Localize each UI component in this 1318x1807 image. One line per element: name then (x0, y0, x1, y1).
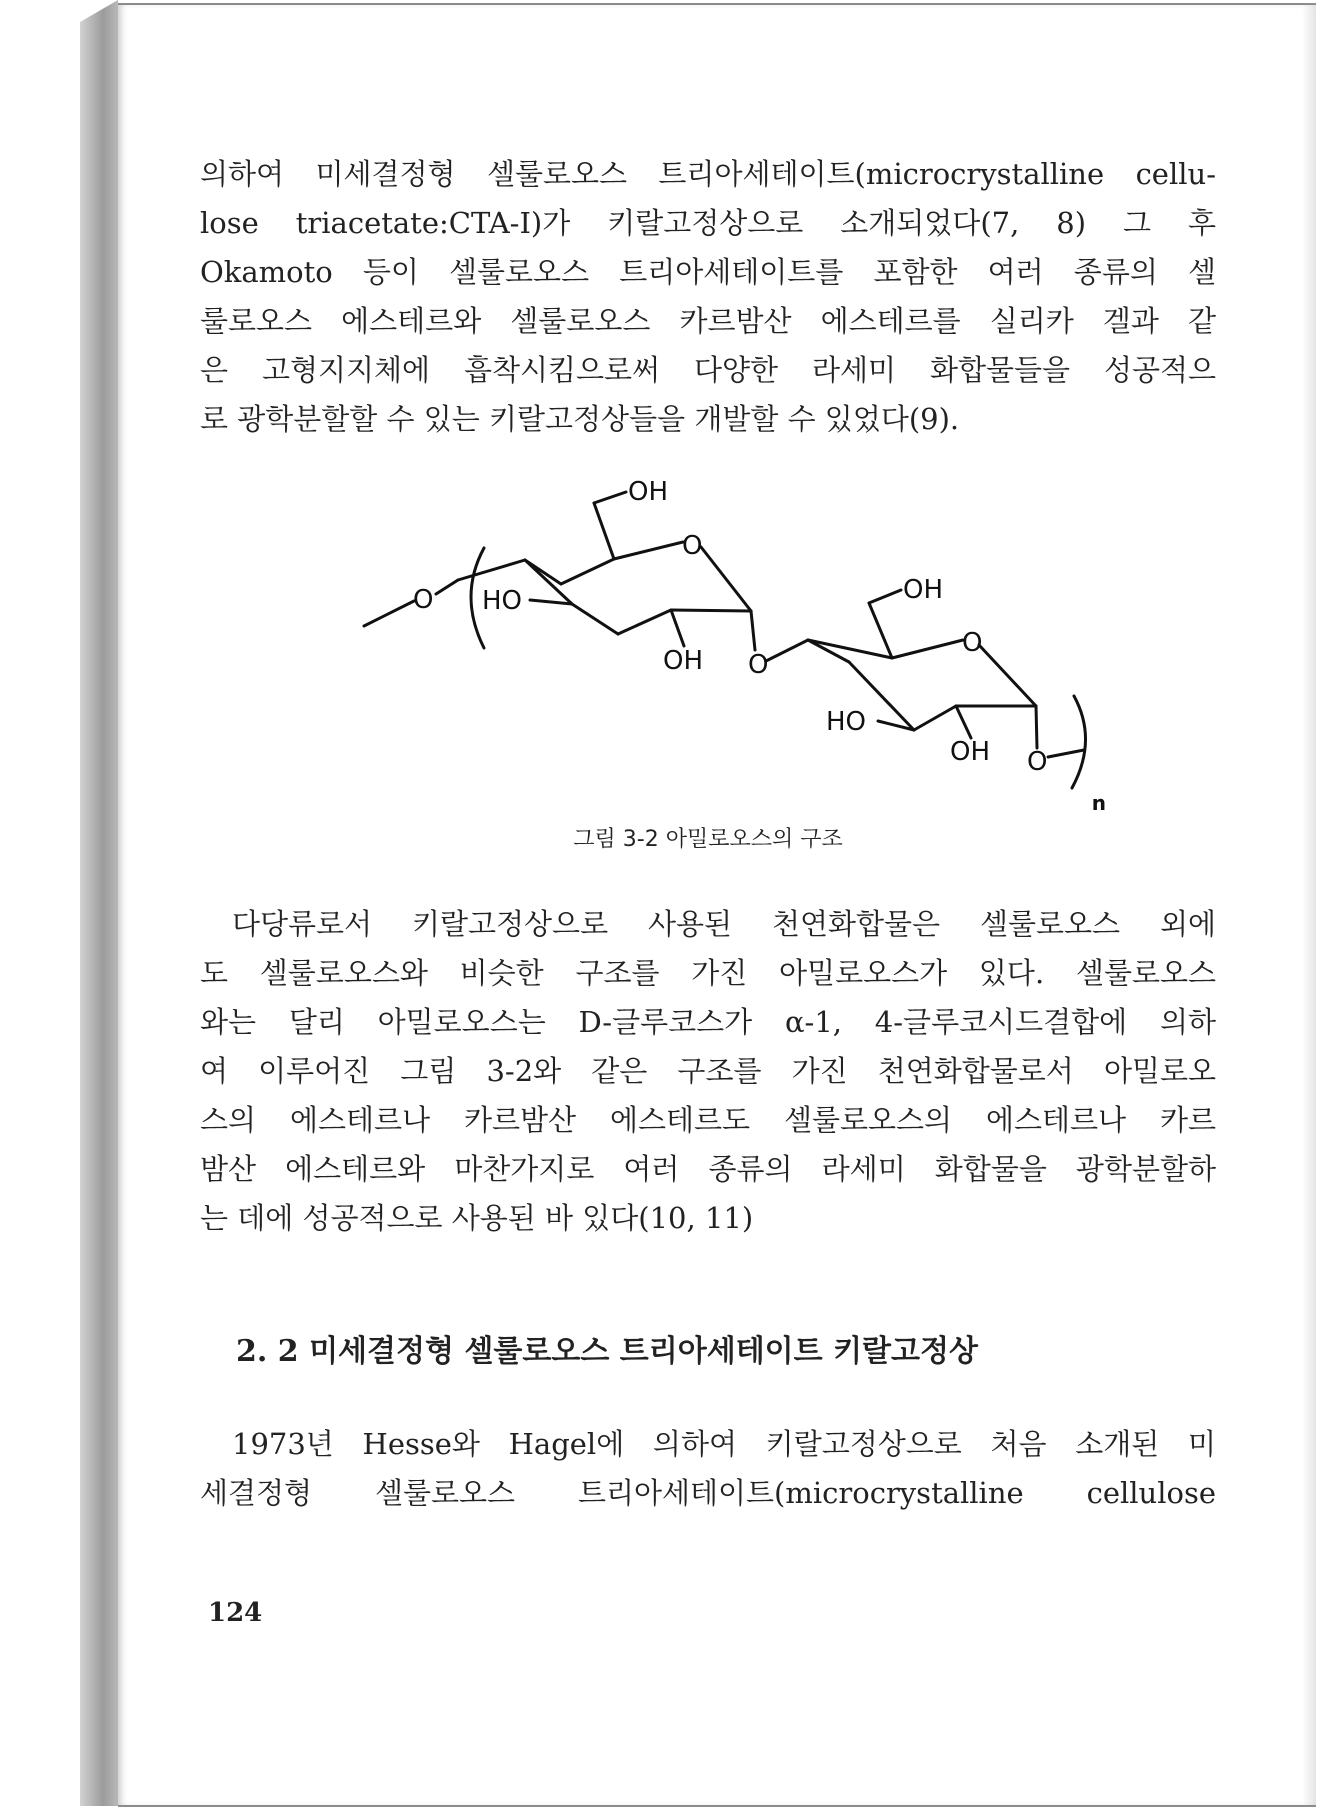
text-line: 여 이루어진 그림 3-2와 같은 구조를 가진 천연화합물로서 아밀로오 (200, 1054, 1216, 1088)
figure-caption: 그림 3-2 아밀로오스의 구조 (573, 827, 843, 852)
text-line: 와는 달리 아밀로오스는 D-글루코스가 α-1, 4-글루코시드결합에 의하 (200, 1005, 1216, 1039)
text-line: 스의 에스테르나 카르밤산 에스테르도 셀룰로오스의 에스테르나 카르 (200, 1103, 1216, 1137)
label-o-right-link: O (1027, 747, 1048, 777)
text-line: 도 셀룰로오스와 비슷한 구조를 가진 아밀로오스가 있다. 셀룰로오스 (200, 956, 1216, 990)
label-oh-top-right: OH (903, 575, 944, 605)
label-ring-o-left: O (682, 531, 703, 561)
text-line: 밤산 에스테르와 마찬가지로 여러 종류의 라세미 화합물을 광학분할하 (200, 1152, 1216, 1186)
page-edge-shade (1302, 5, 1316, 1805)
label-oh-bottom-left: OH (663, 646, 704, 676)
paragraph-amylose (200, 900, 1216, 1243)
label-o-bridge: O (748, 650, 769, 680)
label-ho-left: HO (482, 586, 523, 616)
section-heading: 2. 2 미세결정형 셀룰로오스 트리아세테이트 키랄고정상 (236, 1334, 978, 1369)
label-ho-right: HO (826, 707, 867, 737)
text-line: 는 데에 성공적으로 사용된 바 있다(10, 11) (200, 1201, 754, 1235)
amylose-structure-figure (236, 468, 1116, 818)
text-line: 1973년 Hesse와 Hagel에 의하여 키랄고정상으로 처음 소개된 미 (232, 1427, 1216, 1461)
paragraph-intro (200, 150, 1216, 444)
text-line: 로 광학분할할 수 있는 키랄고정상들을 개발할 수 있었다(9). (200, 402, 960, 436)
page-number: 124 (208, 1598, 263, 1628)
label-subscript-n: n (1091, 791, 1106, 815)
amylose-structure-diagram (236, 468, 1116, 818)
text-line: 은 고형지지체에 흡착시킴으로써 다양한 라세미 화합물들을 성공적으 (200, 353, 1216, 387)
label-oh-bottom-right: OH (950, 737, 991, 767)
paragraph-cta (200, 1420, 1216, 1518)
label-o-left-link: O (413, 585, 434, 615)
text-line: Okamoto 등이 셀룰로오스 트리아세테이트를 포함한 여러 종류의 셀 (200, 255, 1216, 289)
text-line: 의하여 미세결정형 셀룰로오스 트리아세테이트(microcrystalline cellu- (200, 157, 1216, 191)
text-line: lose triacetate:CTA-I)가 키랄고정상으로 소개되었다(7, 8) 그 후 (200, 206, 1216, 240)
text-line: 다당류로서 키랄고정상으로 사용된 천연화합물은 셀룰로오스 외에 (232, 907, 1216, 941)
label-oh-top-left: OH (628, 477, 669, 507)
text-line: 룰로오스 에스테르와 셀룰로오스 카르밤산 에스테르를 실리카 겔과 같 (200, 304, 1216, 338)
book-spine-edge (80, 0, 118, 1806)
text-line: 세결정형 셀룰로오스 트리아세테이트(microcrystalline cellulose (200, 1476, 1216, 1510)
label-ring-o-right: O (962, 628, 983, 658)
